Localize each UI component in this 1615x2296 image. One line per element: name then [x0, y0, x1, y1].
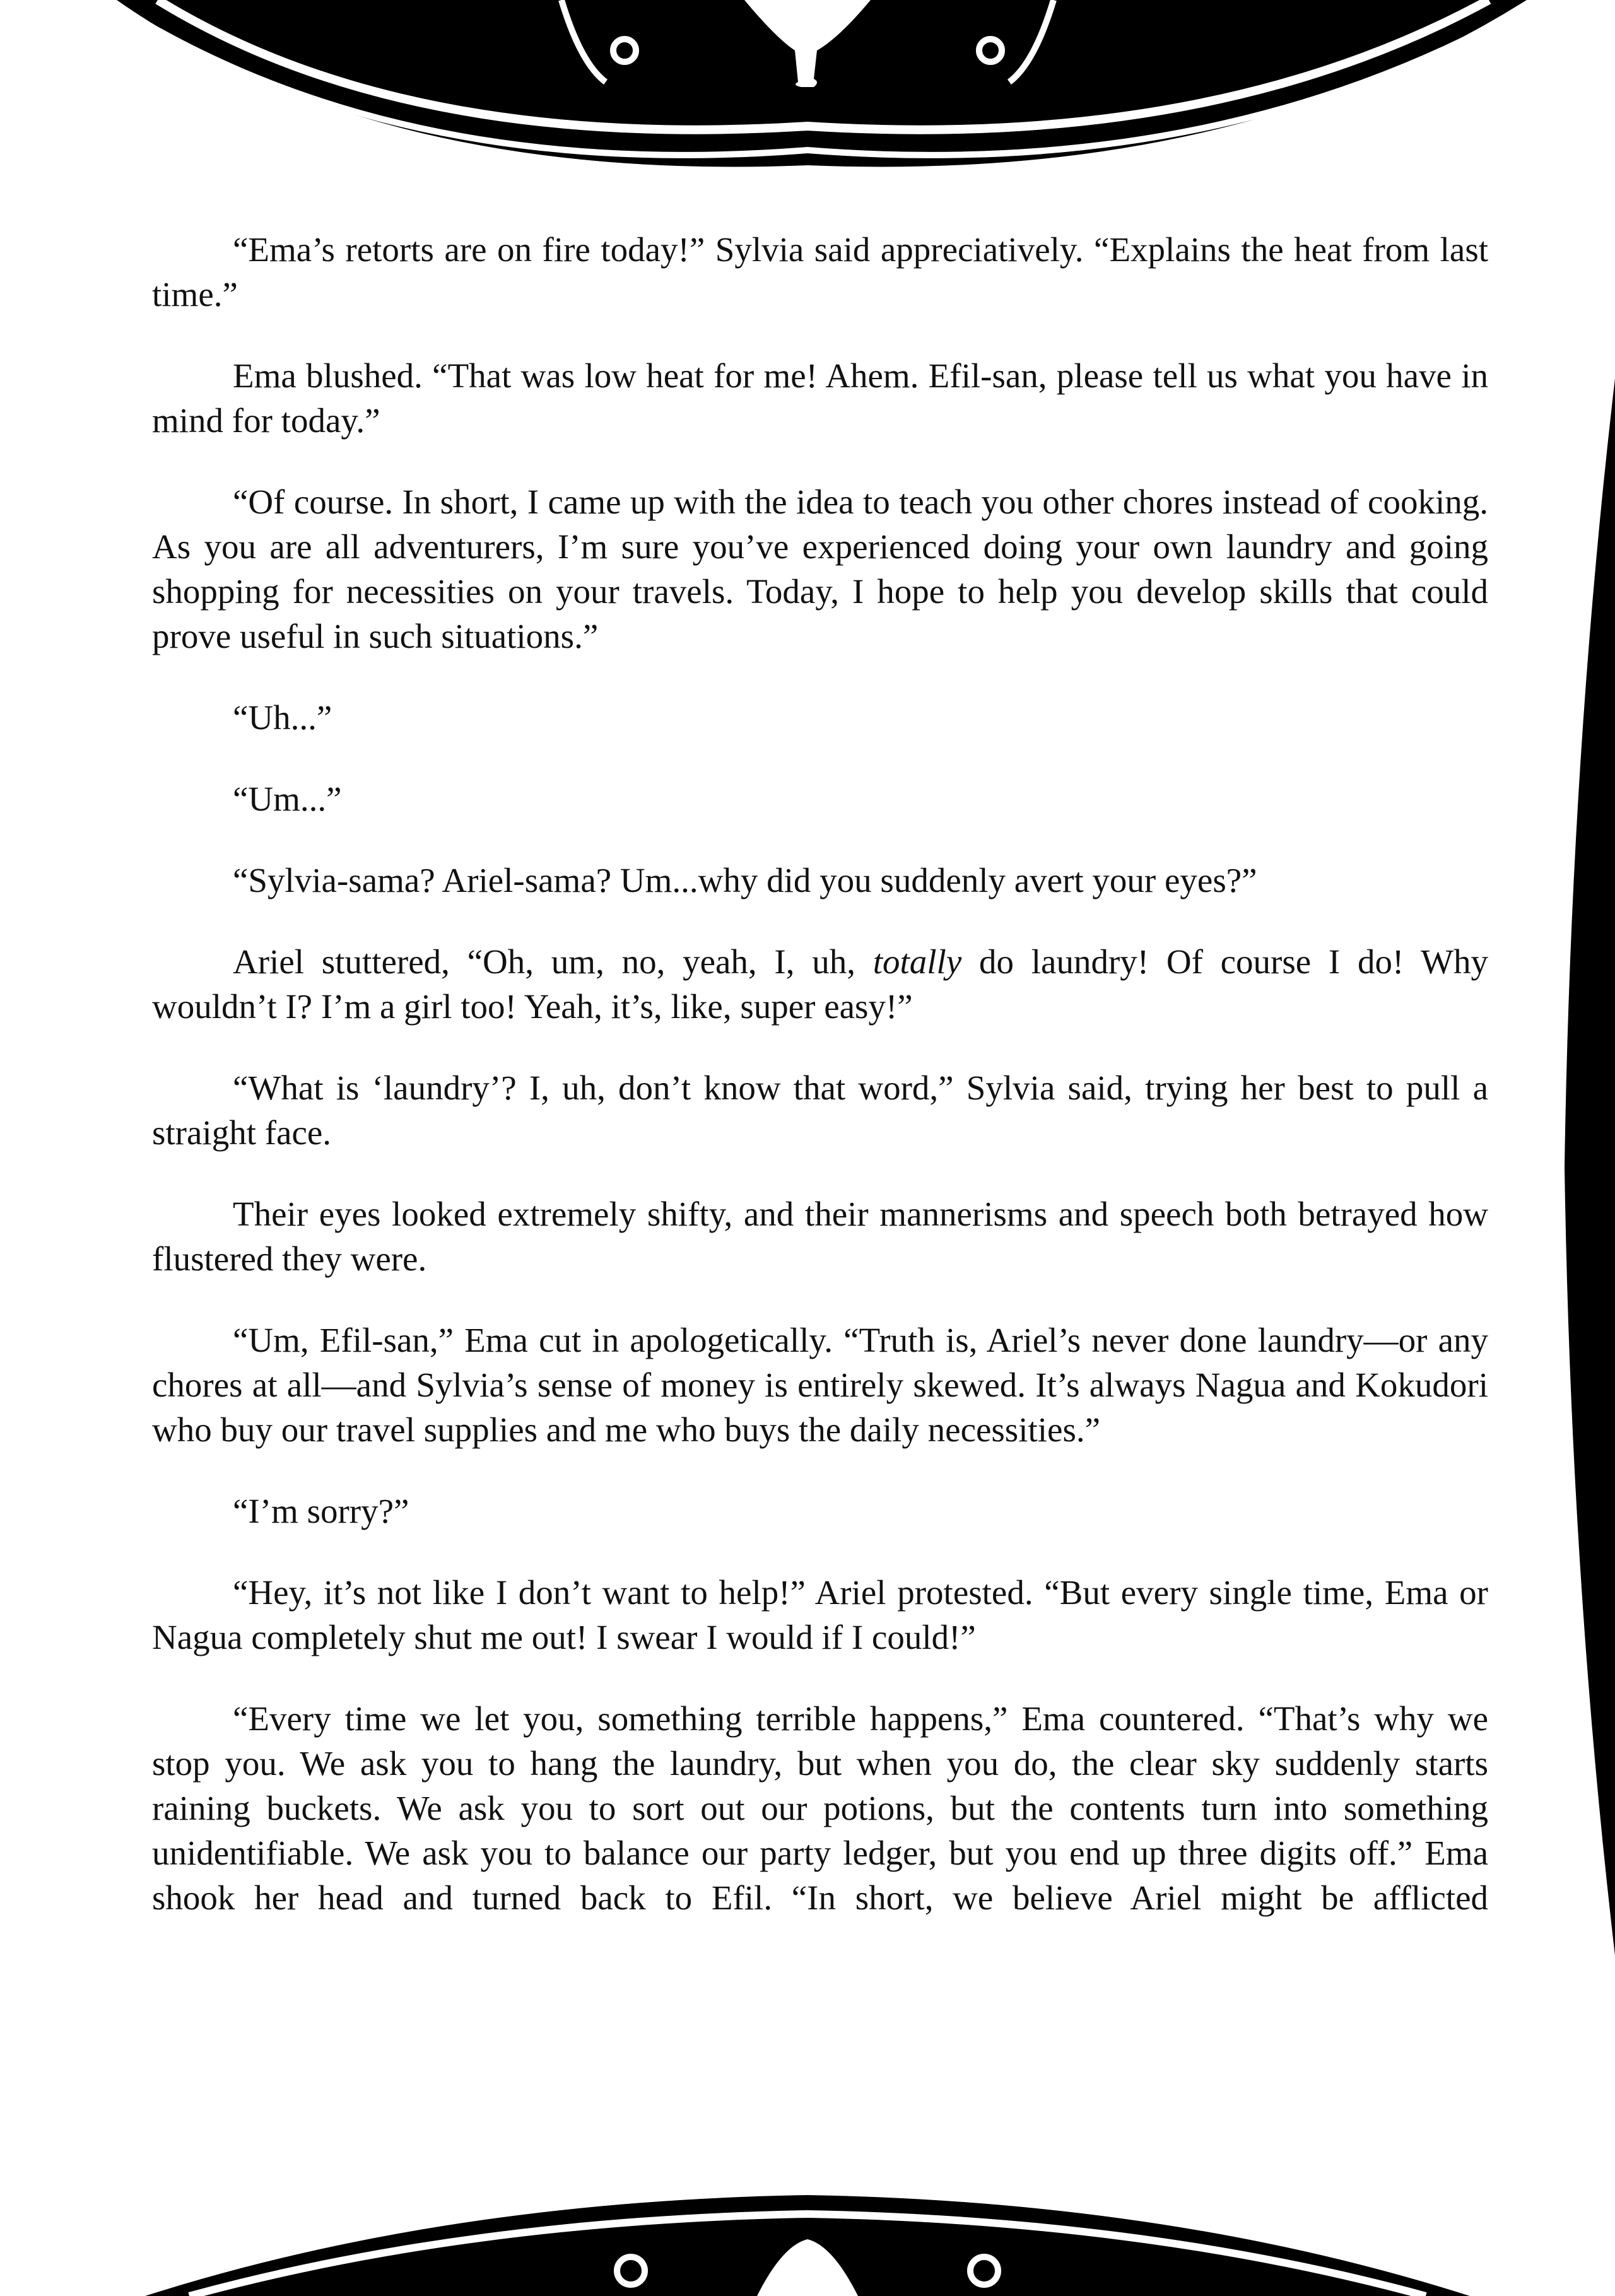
paragraph: [152, 939, 1488, 1029]
paragraph: “Um, Efil-san,” Ema cut in apologetically. “Truth is, Ariel’s never done laundry—or any chores at all—and Sylvia’s sense of money is entirely skewed. It’s always Nagua and Kokudori who buy our travel supplies and me who buys the daily necessities.”: [152, 1321, 1488, 1449]
body-text: [152, 227, 1488, 1957]
paragraph: “What is ‘laundry’? I, uh, don’t know that word,” Sylvia said, trying her best to pull a straight face.: [152, 1069, 1488, 1152]
paragraph: “Ema’s retorts are on fire today!” Sylvia said appreciatively. “Explains the heat from last time.”: [152, 230, 1488, 313]
paragraph: Ema blushed. “That was low heat for me! Ahem. Efil-san, please tell us what you have in mind for today.”: [152, 356, 1488, 440]
emphasis: totally: [872, 942, 962, 981]
paragraph: “Every time we let you, something terrible happens,” Ema countered. “That’s why we stop you. We ask you to hang the laundry, but when you do, the clear sky suddenly starts raining buckets. We ask you to sort out our potions, but the contents turn into something unidentifiable. We ask you to balance our party ledger, but you end up three digits off.” Ema shook her head and turned back to Efil. “In short, we believe Ariel might be afflicted: [152, 1699, 1488, 1917]
paragraph: “Um...”: [233, 780, 342, 818]
text-run: do laundry! Of course I do! Why wouldn’t I? I’m a girl too! Yeah, it’s, like, super easy!”: [152, 942, 1488, 1026]
bottom-ornament-icon: [0, 2195, 1615, 2296]
paragraph: “Uh...”: [233, 698, 332, 737]
paragraph: “Sylvia-sama? Ariel-sama? Um...why did you suddenly avert your eyes?”: [233, 861, 1257, 899]
paragraph: “I’m sorry?”: [233, 1492, 409, 1530]
text-run: Ariel stuttered, “Oh, um, no, yeah, I, uh,: [233, 942, 873, 981]
paragraph: “Hey, it’s not like I don’t want to help!” Ariel protested. “But every single time, Ema or Nagua completely shut me out! I swear I would if I could!”: [152, 1573, 1488, 1656]
paragraph: Their eyes looked extremely shifty, and their mannerisms and speech both betrayed how flustered they were.: [152, 1195, 1488, 1278]
paragraph: “Of course. In short, I came up with the idea to teach you other chores instead of cooking. As you are all adventurers, I’m sure you’ve experienced doing your own laundry and going shopping for necessities on your travels. Today, I hope to help you develop skills that could prove useful in such situations.”: [152, 483, 1488, 655]
top-ornament-icon: [0, 0, 1615, 189]
right-border-ornament-icon: [1527, 378, 1615, 1955]
